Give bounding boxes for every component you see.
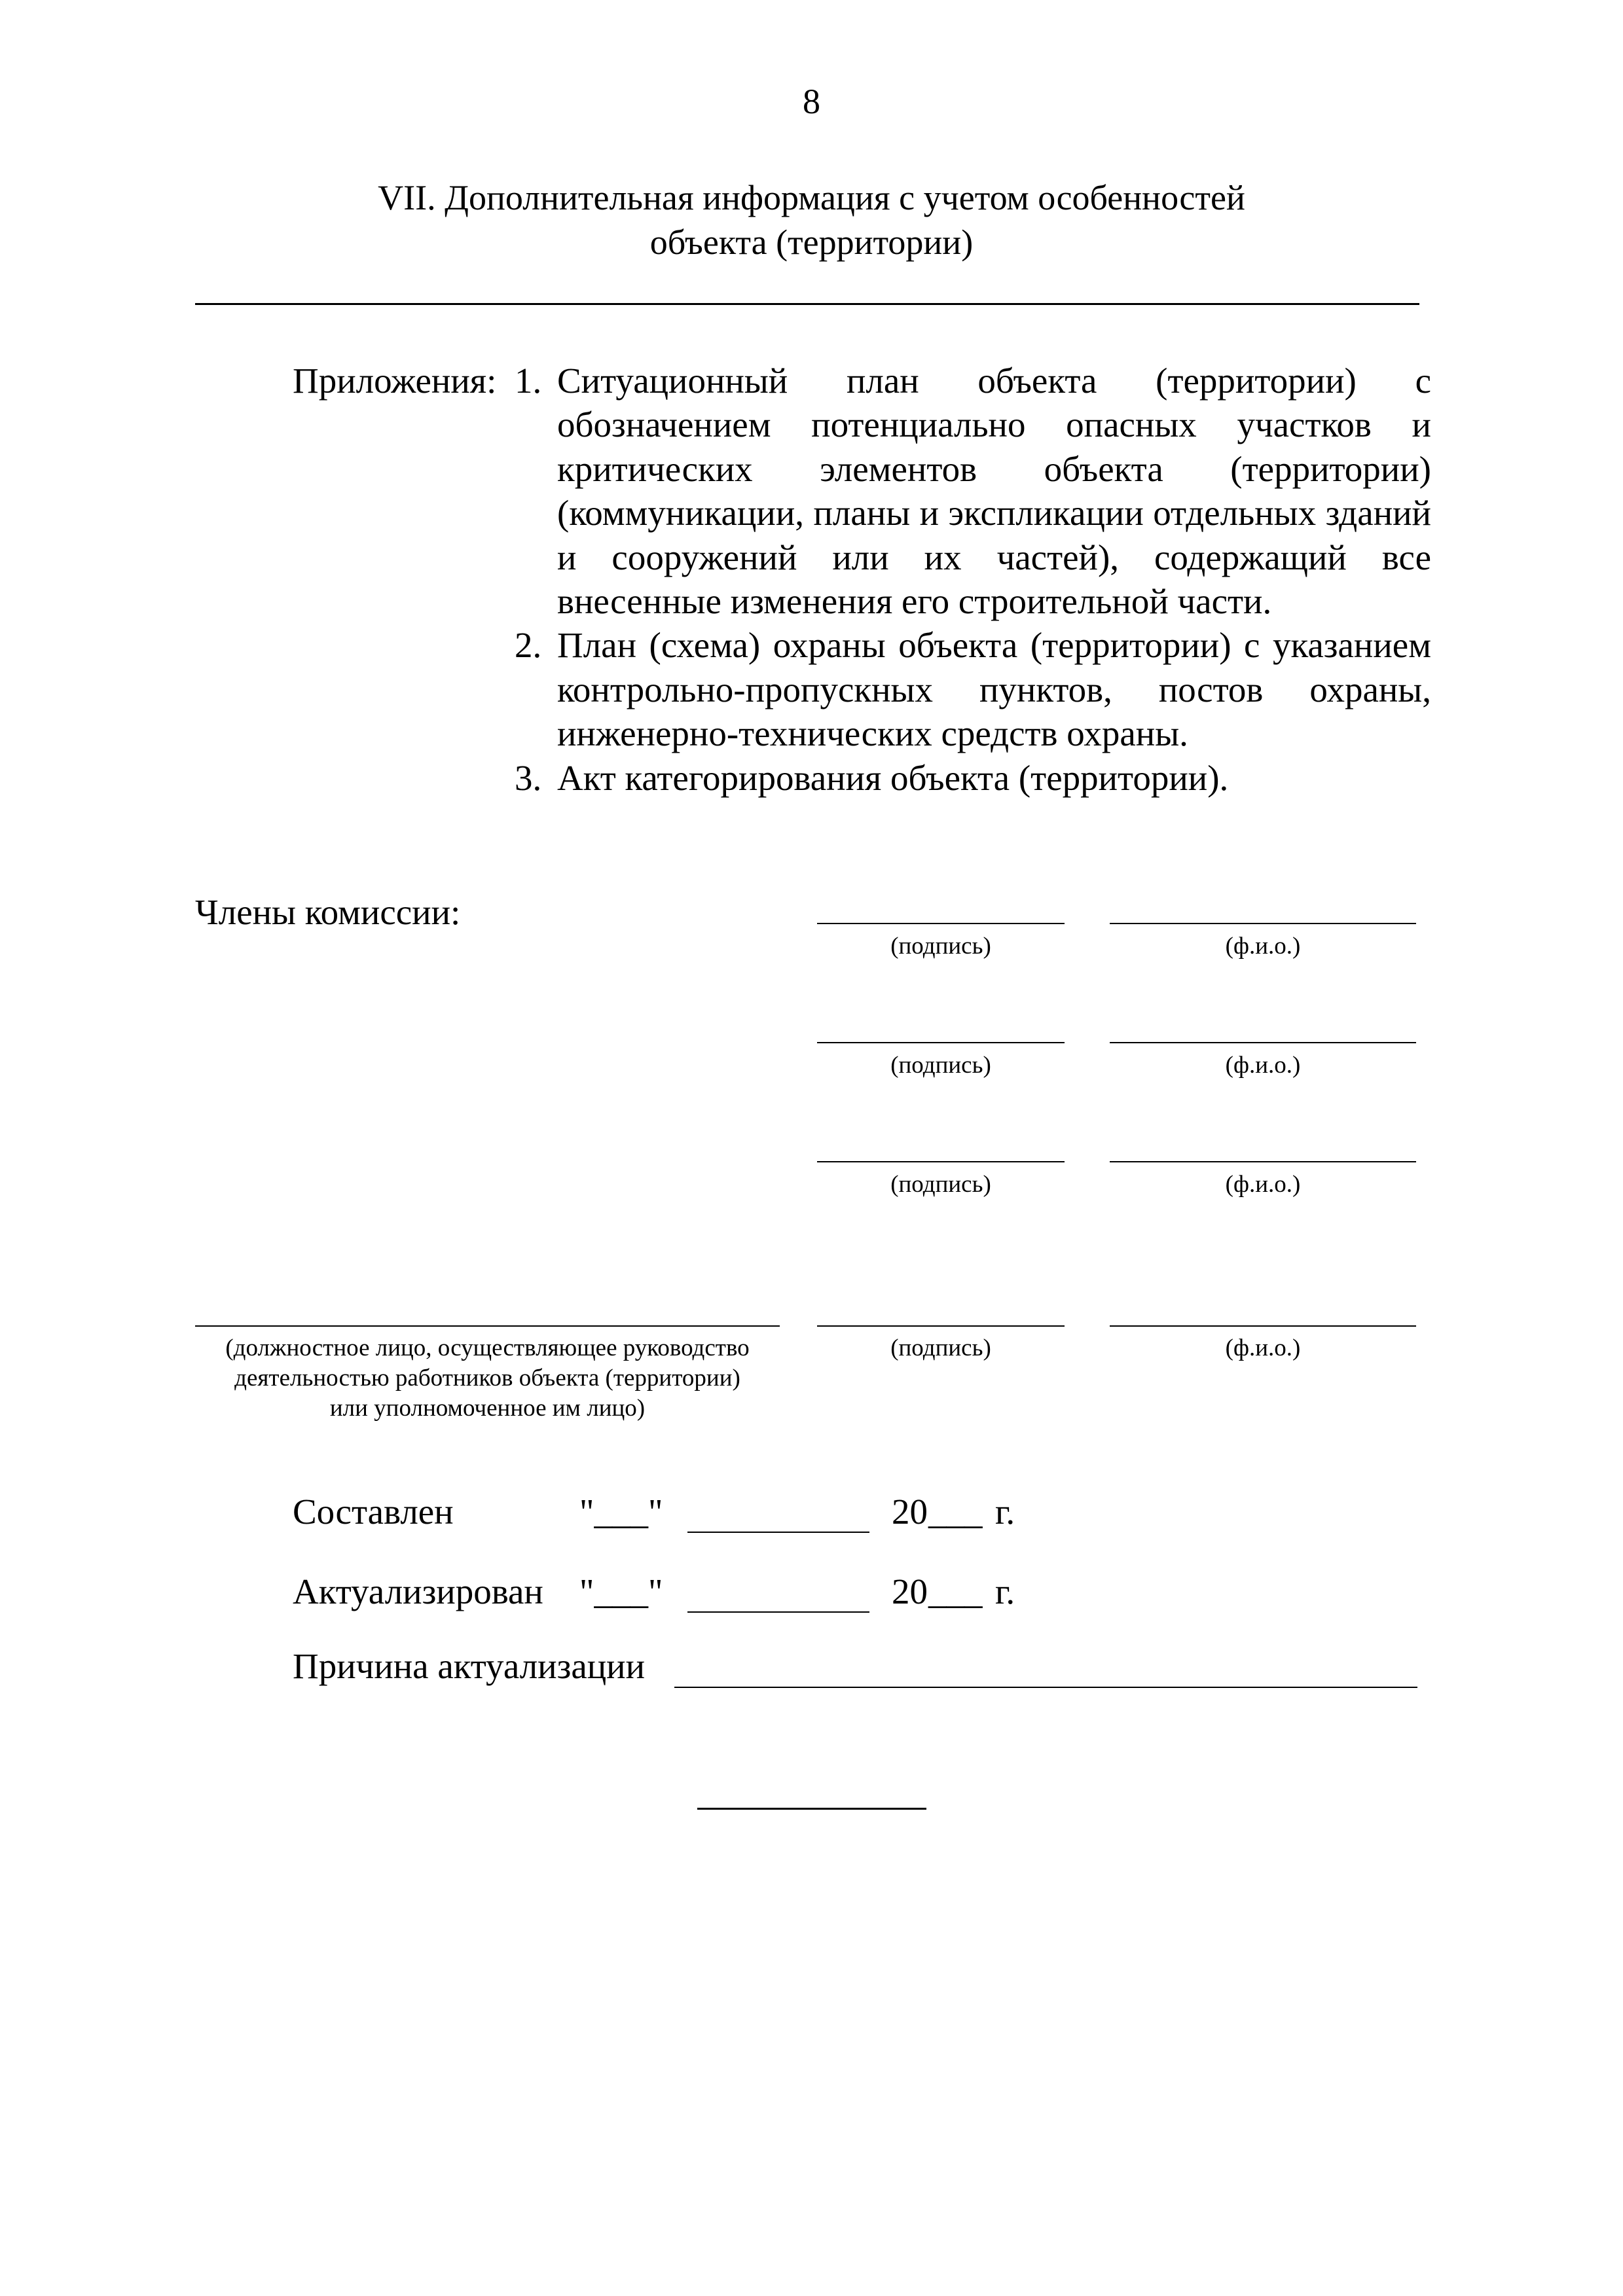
name-line (1110, 1325, 1416, 1327)
appendix-item (515, 756, 1431, 800)
appendix-item (515, 359, 1431, 623)
appendix-text: План (схема) охраны объекта (территории) с указанием контрольно-пропускных пунктов, постов охраны, инженерно-технических средств охраны. (557, 625, 1431, 754)
composed-label: Составлен (293, 1492, 454, 1532)
composed-year-prefix: 20 (892, 1492, 928, 1532)
appendix-number: 3. (515, 757, 542, 798)
appendices-list (515, 359, 1431, 800)
name-caption: (ф.и.о.) (1225, 1171, 1301, 1198)
signature-caption: (подпись) (890, 1171, 991, 1198)
updated-year-blank: ___ (928, 1571, 983, 1611)
appendix-item (515, 623, 1431, 755)
name-caption: (ф.и.о.) (1225, 1335, 1301, 1361)
section-title (0, 175, 1623, 264)
composed-year-blank: ___ (928, 1492, 983, 1532)
signature-line (817, 1161, 1065, 1162)
updated-label: Актуализирован (293, 1571, 543, 1611)
composed-month-line (687, 1532, 869, 1533)
page-number: 8 (803, 82, 820, 121)
appendix-text: Акт категорирования объекта (территории). (557, 757, 1229, 798)
reason-label: Причина актуализации (293, 1646, 646, 1686)
updated-month-line (687, 1611, 869, 1613)
updated-day-blank: "___" (579, 1571, 663, 1611)
name-caption: (ф.и.о.) (1225, 1052, 1301, 1079)
signature-caption: (подпись) (890, 933, 991, 960)
official-caption-line: или уполномоченное им лицо) (329, 1395, 646, 1422)
appendices-label: Приложения: (293, 361, 497, 401)
official-position-line (195, 1325, 780, 1327)
title-divider (195, 303, 1419, 305)
commission-members-label: Члены комиссии: (195, 892, 461, 932)
section-title-line-2: объекта (территории) (649, 223, 974, 262)
signature-line (817, 1042, 1065, 1043)
updated-year-prefix: 20 (892, 1571, 928, 1611)
composed-day-blank: "___" (579, 1492, 663, 1532)
signature-caption: (подпись) (890, 1335, 991, 1361)
official-caption-line: деятельностью работников объекта (территории) (234, 1365, 740, 1391)
official-caption-line: (должностное лицо, осуществляющее руководство (225, 1335, 750, 1361)
section-title-line-1: VII. Дополнительная информация с учетом особенностей (378, 178, 1245, 217)
name-caption: (ф.и.о.) (1225, 933, 1301, 960)
name-line (1110, 1042, 1416, 1043)
appendix-text: Ситуационный план объекта (территории) с обозначением потенциально опасных участков и критических элементов объекта (территории) (коммуникации, планы и экспликации отдельных зданий и сооружений или их частей), содержащий все внесенные изменения его строительной части. (557, 361, 1431, 622)
name-line (1110, 1161, 1416, 1162)
reason-line (674, 1687, 1417, 1688)
signature-line (817, 1325, 1065, 1327)
official-caption (195, 1333, 780, 1424)
signature-line (817, 923, 1065, 924)
composed-year-suffix: г. (995, 1492, 1015, 1532)
signature-caption: (подпись) (890, 1052, 991, 1079)
end-separator (697, 1808, 926, 1810)
appendix-number: 2. (515, 625, 542, 666)
updated-year-suffix: г. (995, 1571, 1015, 1611)
appendix-number: 1. (515, 361, 542, 401)
name-line (1110, 923, 1416, 924)
